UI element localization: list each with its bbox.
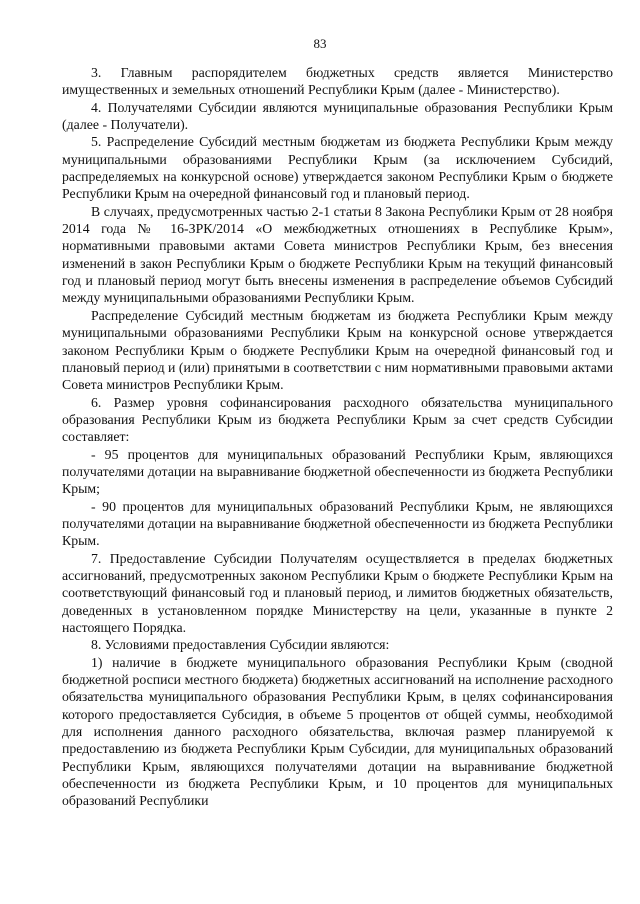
- paragraph-item-7: 7. Предоставление Субсидии Получателям осуществляется в пределах бюджетных ассигнований, предусмотренных законом Республики Крым о бюджете Республики Крым на соответствующий финансовый год и плановый период, и лимитов бюджетных обязательств, доведенных в установленном порядке Министерству на цели, указанные в пункте 2 настоящего Порядка.: [62, 550, 613, 635]
- body-text: [62, 64, 613, 810]
- paragraph-item-5: 5. Распределение Субсидий местным бюджетам из бюджета Республики Крым между муниципальными образованиями Республики Крым (за исключением Субсидий, распределяемых на конкурсной основе) утверждается законом Республики Крым о бюджете Республики Крым на очередной финансовый год и плановый период.: [62, 134, 613, 202]
- paragraph-item-3: 3. Главным распорядителем бюджетных средств является Министерство имущественных и земельных отношений Республики Крым (далее - Министерство).: [62, 65, 613, 98]
- paragraph-item-8: 8. Условиями предоставления Субсидии являются:: [91, 637, 390, 653]
- page-number: 83: [313, 36, 327, 51]
- list-item-90-percent: - 90 процентов для муниципальных образований Республики Крым, не являющихся получателями дотации на выравнивание бюджетной обеспеченности из бюджета Республики Крым.: [62, 498, 613, 549]
- paragraph-item-6: 6. Размер уровня софинансирования расходного обязательства муниципального образования Республики Крым из бюджета Республики Крым за счет средств Субсидии составляет:: [62, 394, 613, 445]
- paragraph-condition-1: 1) наличие в бюджете муниципального образования Республики Крым (сводной бюджетной росписи местного бюджета) бюджетных ассигнований на исполнение расходного обязательства муниципального образования Республики Крым, в целях софинансирования которого предоставляется Субсидия, в объеме 5 процентов от общей суммы, необходимой для исполнения данного расходного обязательства, включая размер планируемой к предоставлению из бюджета Республики Крым Субсидии, для муниципальных образований Республики Крым, являющихся получателями дотации на выравнивание бюджетной обеспеченности из бюджета Республики Крым, и 10 процентов для муниципальных образований Республики: [62, 654, 613, 809]
- list-item-95-percent: - 95 процентов для муниципальных образований Республики Крым, являющихся получателями дотации на выравнивание бюджетной обеспеченности из бюджета Республики Крым;: [62, 446, 613, 497]
- paragraph-item-4: 4. Получателями Субсидии являются муниципальные образования Республики Крым (далее - Получатели).: [62, 99, 613, 133]
- paragraph-competitive-distribution: Распределение Субсидий местным бюджетам из бюджета Республики Крым между муниципальными образованиями Республики Крым на конкурсной основе утверждается законом Республики Крым о бюджете Республики Крым на очередной финансовый год и плановый период и (или) принятыми в соответствии с ним нормативными правовыми актами Совета министров Республики Крым.: [62, 307, 613, 393]
- paragraph-exceptions: В случаях, предусмотренных частью 2-1 статьи 8 Закона Республики Крым от 28 ноября 2014 года № 16-ЗРК/2014 «О межбюджетных отношениях в Республике Крым», нормативными правовыми актами Совета министров Республики Крым, без внесения изменений в закон Республики Крым о бюджете Республики Крым на текущий финансовый год и плановый период могут быть внесены изменения в распределение объемов Субсидий между муниципальными образованиями Республики Крым.: [62, 203, 613, 306]
